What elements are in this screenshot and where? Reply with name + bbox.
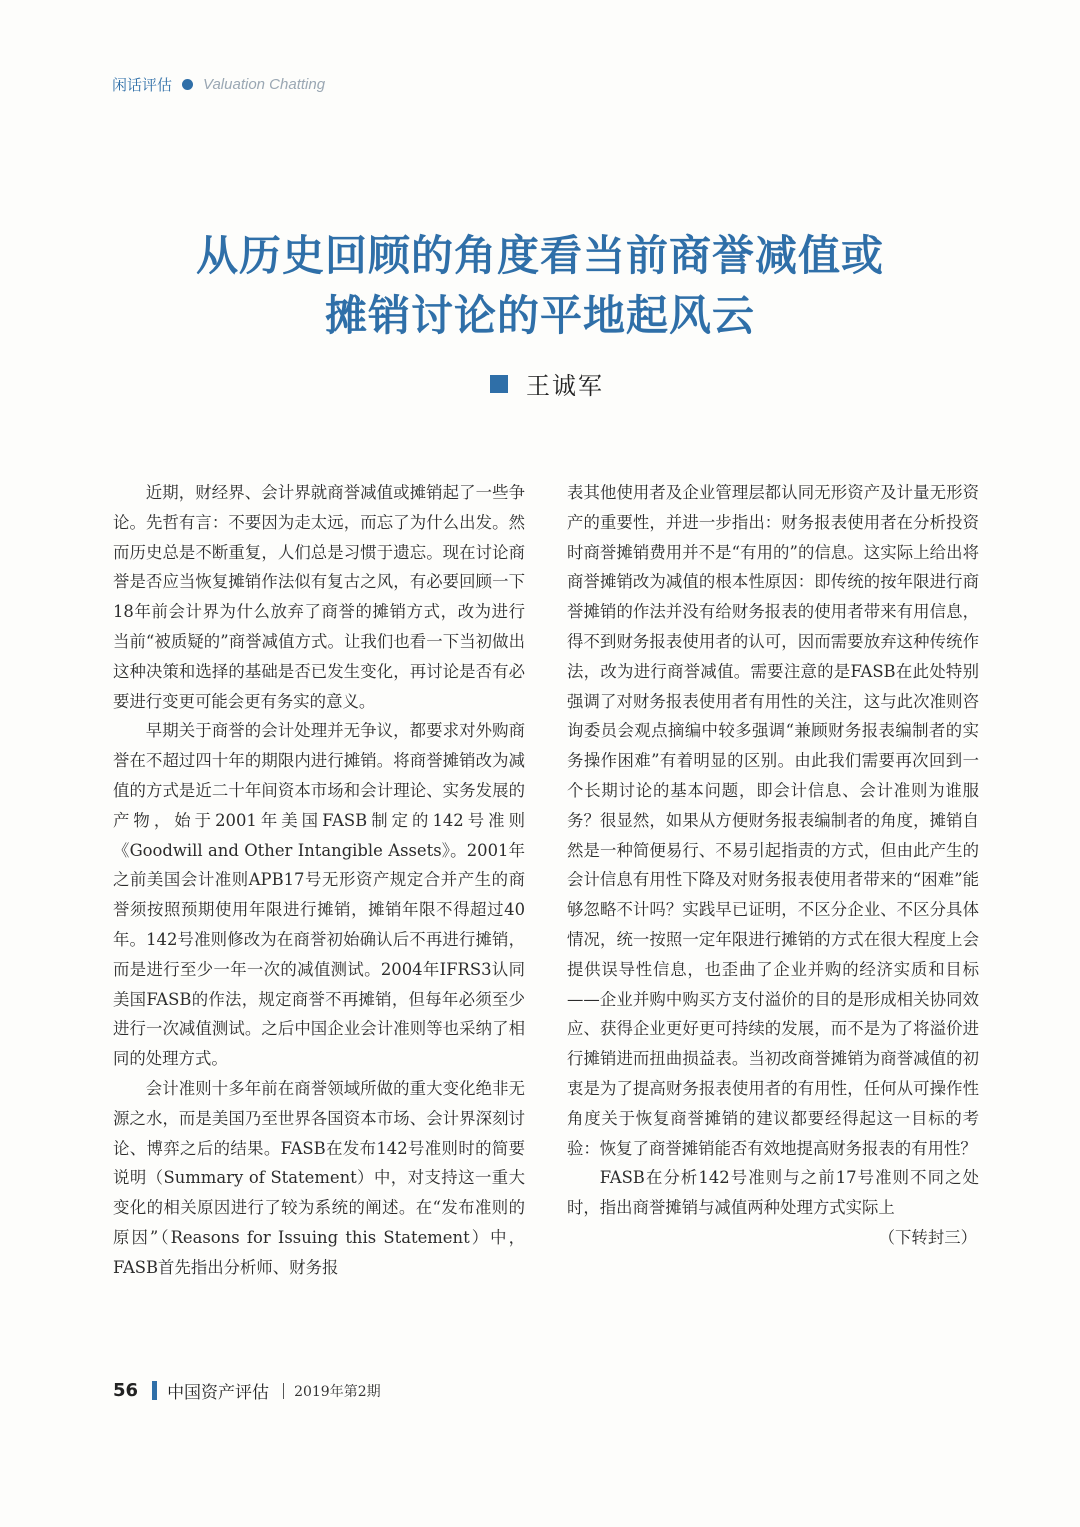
- section-title-cn: 闲话评估: [112, 76, 173, 94]
- left-column: [113, 478, 525, 1283]
- article-title-line-1: 从历史回顾的角度看当前商誉减值或: [195, 231, 884, 280]
- page-footer: [113, 1378, 381, 1403]
- footer-divider: [283, 1383, 284, 1399]
- magazine-name: 中国资产评估: [167, 1383, 270, 1403]
- paragraph: 早期关于商誉的会计处理并无争议，都要求对外购商誉在不超过四十年的期限内进行摊销。将商誉摊销改为减值的方式是近二十年间资本市场和会计理论、实务发展的产物，始于2001年美国FASB制定的142号准则《Goodwill and Other Intangible Assets》。2001年之前美国会计准则APB17号无形资产规定合并产生的商誉须按照预期使用年限进行摊销，摊销年限不得超过40年。142号准则修改为在商誉初始确认后不再进行摊销，而是进行至少一年一次的减值测试。2004年IFRS3认同美国FASB的作法，规定商誉不再摊销，但每年必须至少进行一次减值测试。之后中国企业会计准则等也采纳了相同的处理方式。: [113, 721, 525, 1069]
- page-number: 56: [113, 1380, 139, 1401]
- square-bullet-icon: [490, 375, 508, 393]
- author-name: 王诚军: [526, 372, 604, 400]
- right-column: [567, 478, 979, 1253]
- section-header: [112, 74, 325, 95]
- paragraph: 会计准则十多年前在商誉领域所做的重大变化绝非无源之水，而是美国乃至世界各国资本市场、会计界深刻讨论、博弈之后的结果。FASB在发布142号准则时的简要说明（Summary of Statement）中，对支持这一重大变化的相关原因进行了较为系统的阐述。在“发布准则的原因”（Reasons for Issuing this Statement）中，FASB首先指出分析师、财务报: [113, 1078, 525, 1277]
- article-title-line-2: 摊销讨论的平地起风云: [324, 291, 755, 340]
- paragraph: FASB在分析142号准则与之前17号准则不同之处时，指出商誉摊销与减值两种处理方式实际上: [567, 1168, 979, 1218]
- continued-note: （下转封三）: [878, 1227, 977, 1247]
- bullet-dot-icon: [182, 79, 193, 90]
- author-byline: [490, 366, 604, 401]
- paragraph: 近期，财经界、会计界就商誉减值或摊销起了一些争论。先哲有言：不要因为走太远，而忘了为什么出发。然而历史总是不断重复，人们总是习惯于遗忘。现在讨论商誉是否应当恢复摊销作法似有复古之风，有必要回顾一下18年前会计界为什么放弃了商誉的摊销方式，改为进行当前“被质疑的”商誉减值方式。让我们也看一下当初做出这种决策和选择的基础是否已发生变化，再讨论是否有必要进行变更可能会更有务实的意义。: [113, 483, 525, 711]
- paragraph-continuation: 表其他使用者及企业管理层都认同无形资产及计量无形资产的重要性，并进一步指出：财务报表使用者在分析投资时商誉摊销费用并不是“有用的”的信息。这实际上给出将商誉摊销改为减值的根本性原因：即传统的按年限进行商誉摊销的作法并没有给财务报表的使用者带来有用信息，得不到财务报表使用者的认可，因而需要放弃这种传统作法，改为进行商誉减值。需要注意的是FASB在此处特别强调了对财务报表使用者有用性的关注，这与此次准则咨询委员会观点摘编中较多强调“兼顾财务报表编制者的实务操作困难”有着明显的区别。由此我们需要再次回到一个长期讨论的基本问题，即会计信息、会计准则为谁服务？很显然，如果从方便财务报表编制者的角度，摊销自然是一种简便易行、不易引起指责的方式，但由此产生的会计信息有用性下降及对财务报表使用者带来的“困难”能够忽略不计吗？实践早已证明，不区分企业、不区分具体情况，统一按照一定年限进行摊销的方式在很大程度上会提供误导性信息，也歪曲了企业并购的经济实质和目标——企业并购中购买方支付溢价的目的是形成相关协同效应、获得企业更好更可持续的发展，而不是为了将溢价进行摊销进而扭曲损益表。当初改商誉摊销为商誉减值的初衷是为了提高财务报表使用者的有用性，任何从可操作性角度关于恢复商誉摊销的建议都要经得起这一目标的考验：恢复了商誉摊销能否有效地提高财务报表的有用性？: [567, 483, 979, 1158]
- section-title-en: Valuation Chatting: [203, 76, 326, 93]
- article-title: [0, 226, 1080, 346]
- issue-label: 2019年第2期: [294, 1383, 381, 1400]
- footer-bar-icon: [152, 1381, 157, 1400]
